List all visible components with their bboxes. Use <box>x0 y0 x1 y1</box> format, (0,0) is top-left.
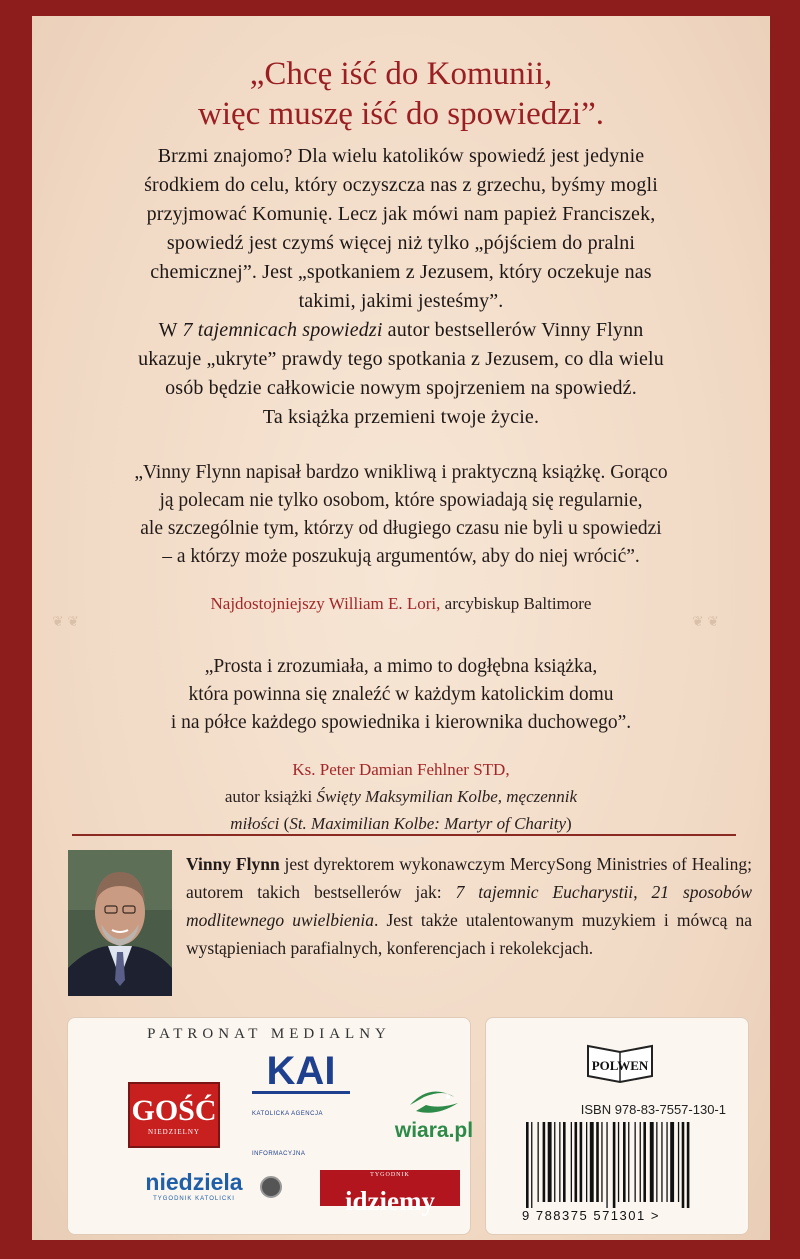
endorser-name: Najdostojniejszy William E. Lori, <box>210 594 441 613</box>
quote-line: i na półce każdego spowiednika i kierownika duchowego”. <box>170 712 632 733</box>
barcode-bar <box>563 1122 566 1202</box>
blurb-line: chemicznej”. Jest „spotkaniem z Jezusem, który oczekuje nas <box>150 261 652 283</box>
blurb-text: W <box>158 319 183 341</box>
endorsement-quote-2 <box>32 653 770 737</box>
barcode-bar <box>601 1122 602 1202</box>
quote-line: ją polecam nie tylko osobom, które spowiadają się regularnie, <box>159 490 643 511</box>
publisher-name: POLWEN <box>591 1058 649 1073</box>
logo-subtext: NIEDZIELNY <box>148 1128 200 1136</box>
logo-subtext: KATOLICKA AGENCJA INFORMACYJNA <box>252 1091 350 1174</box>
bio-text: . Jest także utalentowanym muzykiem i mówcą na wystąpieniach parafialnych, konferencjach i rekolekcjach. <box>186 910 753 958</box>
barcode-bar <box>596 1122 599 1202</box>
logo-text: wiara.pl <box>394 1119 474 1142</box>
blurb-line <box>32 316 770 345</box>
endorser-role-line <box>32 810 770 837</box>
barcode-bar <box>682 1122 685 1208</box>
blurb-line: Brzmi znajomo? Dla wielu katolików spowiedź jest jedynie <box>157 145 645 167</box>
publisher-isbn-box <box>486 1018 748 1234</box>
endorser-role: ) <box>566 814 572 833</box>
book-title-italic: miłości <box>230 814 280 833</box>
barcode-bar <box>666 1122 667 1202</box>
barcode-bar <box>538 1122 539 1202</box>
section-divider <box>72 834 736 836</box>
barcode-bar <box>650 1122 654 1202</box>
logo-text: GOŚĆ <box>131 1094 217 1127</box>
barcode-bar <box>613 1122 616 1208</box>
media-patronage-box <box>68 1018 474 1234</box>
idziemy-logo <box>320 1170 460 1216</box>
cover-panel <box>32 16 770 1240</box>
author-photo <box>68 850 172 996</box>
patronage-title: PATRONAT MEDIALNY <box>147 1026 391 1042</box>
barcode-bar <box>543 1122 546 1202</box>
blurb-line: Ta książka przemieni twoje życie. <box>262 406 540 428</box>
quote-line: – a którzy może poszukują argumentów, aby do niej wrócić”. <box>162 546 640 567</box>
endorser-name: Ks. Peter Damian Fehlner STD, <box>292 760 510 779</box>
kai-logo <box>252 1048 350 1157</box>
ornament-left-icon: ❦ ❦ <box>52 615 79 630</box>
endorser-role-line <box>32 783 770 810</box>
fish-icon <box>404 1083 464 1119</box>
book-title-italic: St. Maximilian Kolbe: Martyr of Charity <box>289 814 567 833</box>
barcode-bar <box>623 1122 626 1202</box>
barcode-bar <box>656 1122 657 1202</box>
barcode-bar <box>590 1122 594 1202</box>
open-book-icon <box>580 1036 660 1086</box>
barcode-bar <box>571 1122 572 1202</box>
endorser-role: arcybiskup Baltimore <box>440 594 592 613</box>
barcode-bar <box>575 1122 578 1202</box>
niedziela-logo <box>124 1168 264 1202</box>
barcode-icon <box>522 1122 732 1208</box>
author-name: Vinny Flynn <box>186 854 280 874</box>
barcode-bar <box>670 1122 674 1202</box>
quote-line: „Vinny Flynn napisał bardzo wnikliwą i praktyczną książkę. Gorąco <box>134 462 668 483</box>
bio-text: jest dyrektorem wykonawczym MercySong Ministries of Healing; autorem takich bestsellerów jak: <box>186 854 752 902</box>
logo-subtext: TYGODNIK KATOLICKI <box>153 1195 235 1202</box>
logo-text: niedziela <box>145 1168 243 1195</box>
barcode-bar <box>554 1122 555 1202</box>
barcode-bar <box>559 1122 560 1202</box>
quote-line: która powinna się znaleźć w każdym katolickim domu <box>188 684 614 705</box>
endorser-role: autor książki <box>224 787 317 806</box>
barcode-bar <box>661 1122 662 1202</box>
blurb-line: środkiem do celu, który oczyszcza nas z grzechu, byśmy mogli <box>144 174 658 196</box>
logo-subtext: TYGODNIK <box>370 1172 410 1178</box>
blurb-line: spowiedź jest czymś więcej niż tylko „pójściem do pralni <box>166 232 636 254</box>
wiara-pl-logo <box>394 1078 474 1148</box>
barcode-bar <box>531 1122 532 1208</box>
headline-line-2: więc muszę iść do spowiedzi”. <box>198 96 604 132</box>
author-bio <box>186 850 752 962</box>
book-title-italic: 7 tajemnic Eucharystii <box>455 882 634 902</box>
barcode-bar <box>580 1122 583 1202</box>
barcode-bar <box>628 1122 629 1202</box>
bio-text: , <box>633 882 652 902</box>
ean-digits: 9 788375 571301 > <box>522 1208 660 1223</box>
barcode-bar <box>586 1122 587 1202</box>
author-portrait-icon <box>68 850 172 996</box>
logo-text: idziemy <box>345 1186 435 1216</box>
blurb-line: ukazuje „ukryte” prawdy tego spotkania z Jezusem, co dla wielu <box>138 348 664 370</box>
isbn-text: ISBN 978-83-7557-130-1 <box>580 1102 726 1117</box>
polwen-logo <box>580 1036 660 1086</box>
barcode-bar <box>618 1122 619 1202</box>
endorsement-attribution-1 <box>32 590 770 617</box>
globe-emblem-icon <box>260 1176 282 1198</box>
barcode-bar <box>606 1122 607 1208</box>
barcode-bar <box>687 1122 690 1208</box>
quote-line: ale szczególnie tym, którzy od długiego czasu nie byli u spowiedzi <box>140 518 662 539</box>
blurb-text: autor bestsellerów Vinny Flynn <box>382 319 644 341</box>
endorsement-attribution-2 <box>32 756 770 837</box>
headline-line-1: „Chcę iść do Komunii, <box>249 56 553 92</box>
book-title-italic: 7 tajemnicach spowiedzi <box>182 319 383 341</box>
quote-line: „Prosta i zrozumiała, a mimo to dogłębna książka, <box>204 656 598 677</box>
endorser-role: ( <box>279 814 290 833</box>
barcode-bar <box>640 1122 641 1202</box>
book-title-italic: Święty Maksymilian Kolbe, męczennik <box>316 787 578 806</box>
blurb-line: takimi, jakimi jesteśmy”. <box>298 290 504 312</box>
blurb-intro <box>32 142 770 432</box>
endorsement-quote-1 <box>32 459 770 571</box>
barcode-bar <box>678 1122 679 1202</box>
barcode-bar <box>643 1122 646 1202</box>
blurb-line: osób będzie całkowicie nowym spojrzeniem na spowiedź. <box>165 377 637 399</box>
barcode-bar <box>635 1122 636 1202</box>
ornament-right-icon: ❦ ❦ <box>692 615 719 630</box>
blurb-line: przyjmować Komunię. Lecz jak mówi nam papież Franciszek, <box>146 203 656 225</box>
book-title-italic: 21 sposobów modlitewnego uwielbienia <box>186 882 753 930</box>
barcode-bar <box>526 1122 529 1208</box>
barcode-bar <box>548 1122 552 1202</box>
cover-headline <box>32 54 770 134</box>
logo-text: KAI <box>266 1048 336 1093</box>
gosc-niedzielny-logo <box>128 1082 220 1148</box>
